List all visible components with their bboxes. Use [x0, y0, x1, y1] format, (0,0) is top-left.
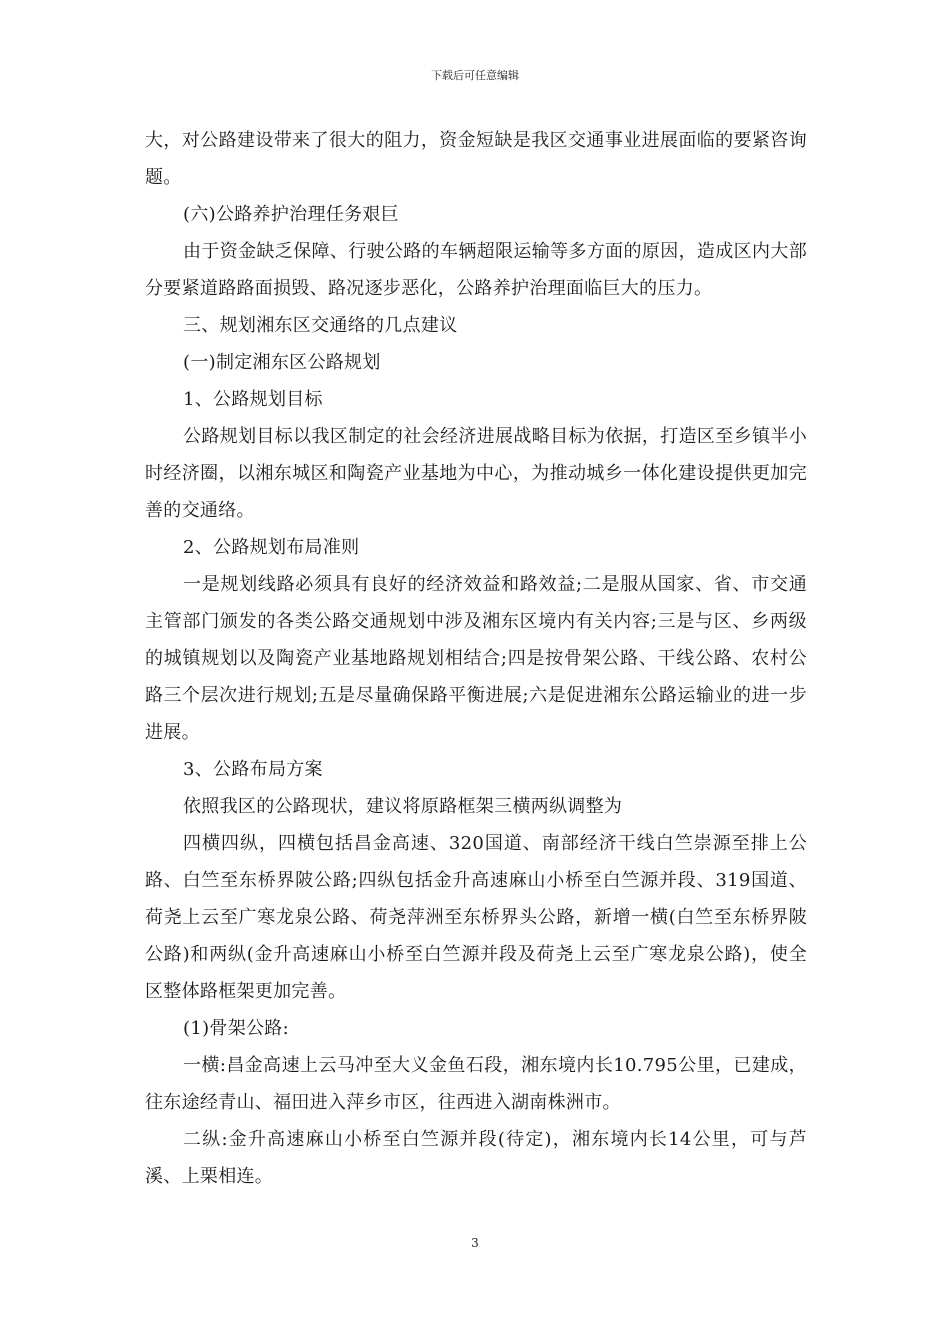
paragraph: 由于资金缺乏保障、行驶公路的车辆超限运输等多方面的原因，造成区内大部分要紧道路路面损毁、路况逐步恶化，公路养护治理面临巨大的压力。	[145, 241, 807, 299]
paragraph: 一横:昌金高速上云马冲至大义金鱼石段，湘东境内长10.795公里，已建成，往东途经青山、福田进入萍乡市区，往西进入湖南株洲市。	[145, 1055, 807, 1113]
section-heading: 三、规划湘东区交通络的几点建议	[183, 315, 458, 336]
document-body	[145, 122, 807, 1195]
paragraph: 依照我区的公路现状，建议将原路框架三横两纵调整为	[183, 796, 623, 817]
section-heading: (一)制定湘东区公路规划	[183, 352, 381, 373]
paragraph: 公路规划目标以我区制定的社会经济进展战略目标为依据，打造区至乡镇半小时经济圈，以湘东城区和陶瓷产业基地为中心，为推动城乡一体化建设提供更加完善的交通络。	[145, 426, 807, 521]
page-header: 下载后可任意编辑	[431, 69, 519, 82]
page-number: 3	[471, 1236, 479, 1250]
section-heading: (六)公路养护治理任务艰巨	[183, 204, 399, 225]
section-heading: (1)骨架公路:	[183, 1018, 289, 1039]
section-heading: 3、公路布局方案	[183, 759, 323, 780]
section-heading: 2、公路规划布局准则	[183, 537, 360, 558]
paragraph: 四横四纵，四横包括昌金高速、320国道、南部经济干线白竺崇源至排上公路、白竺至东桥界陂公路;四纵包括金升高速麻山小桥至白竺源并段、319国道、荷尧上云至广寒龙泉公路、荷尧萍洲至东桥界头公路，新增一横(白竺至东桥界陂公路)和两纵(金升高速麻山小桥至白竺源并段及荷尧上云至广寒龙泉公路)，使全区整体路框架更加完善。	[145, 833, 807, 1002]
paragraph: 一是规划线路必须具有良好的经济效益和路效益;二是服从国家、省、市交通主管部门颁发的各类公路交通规划中涉及湘东区境内有关内容;三是与区、乡两级的城镇规划以及陶瓷产业基地路规划相结合;四是按骨架公路、干线公路、农村公路三个层次进行规划;五是尽量确保路平衡进展;六是促进湘东公路运输业的进一步进展。	[145, 574, 807, 743]
paragraph: 大，对公路建设带来了很大的阻力，资金短缺是我区交通事业进展面临的要紧咨询题。	[145, 130, 807, 188]
paragraph: 二纵:金升高速麻山小桥至白竺源并段(待定)，湘东境内长14公里，可与芦溪、上栗相连。	[145, 1129, 807, 1187]
section-heading: 1、公路规划目标	[183, 389, 323, 410]
